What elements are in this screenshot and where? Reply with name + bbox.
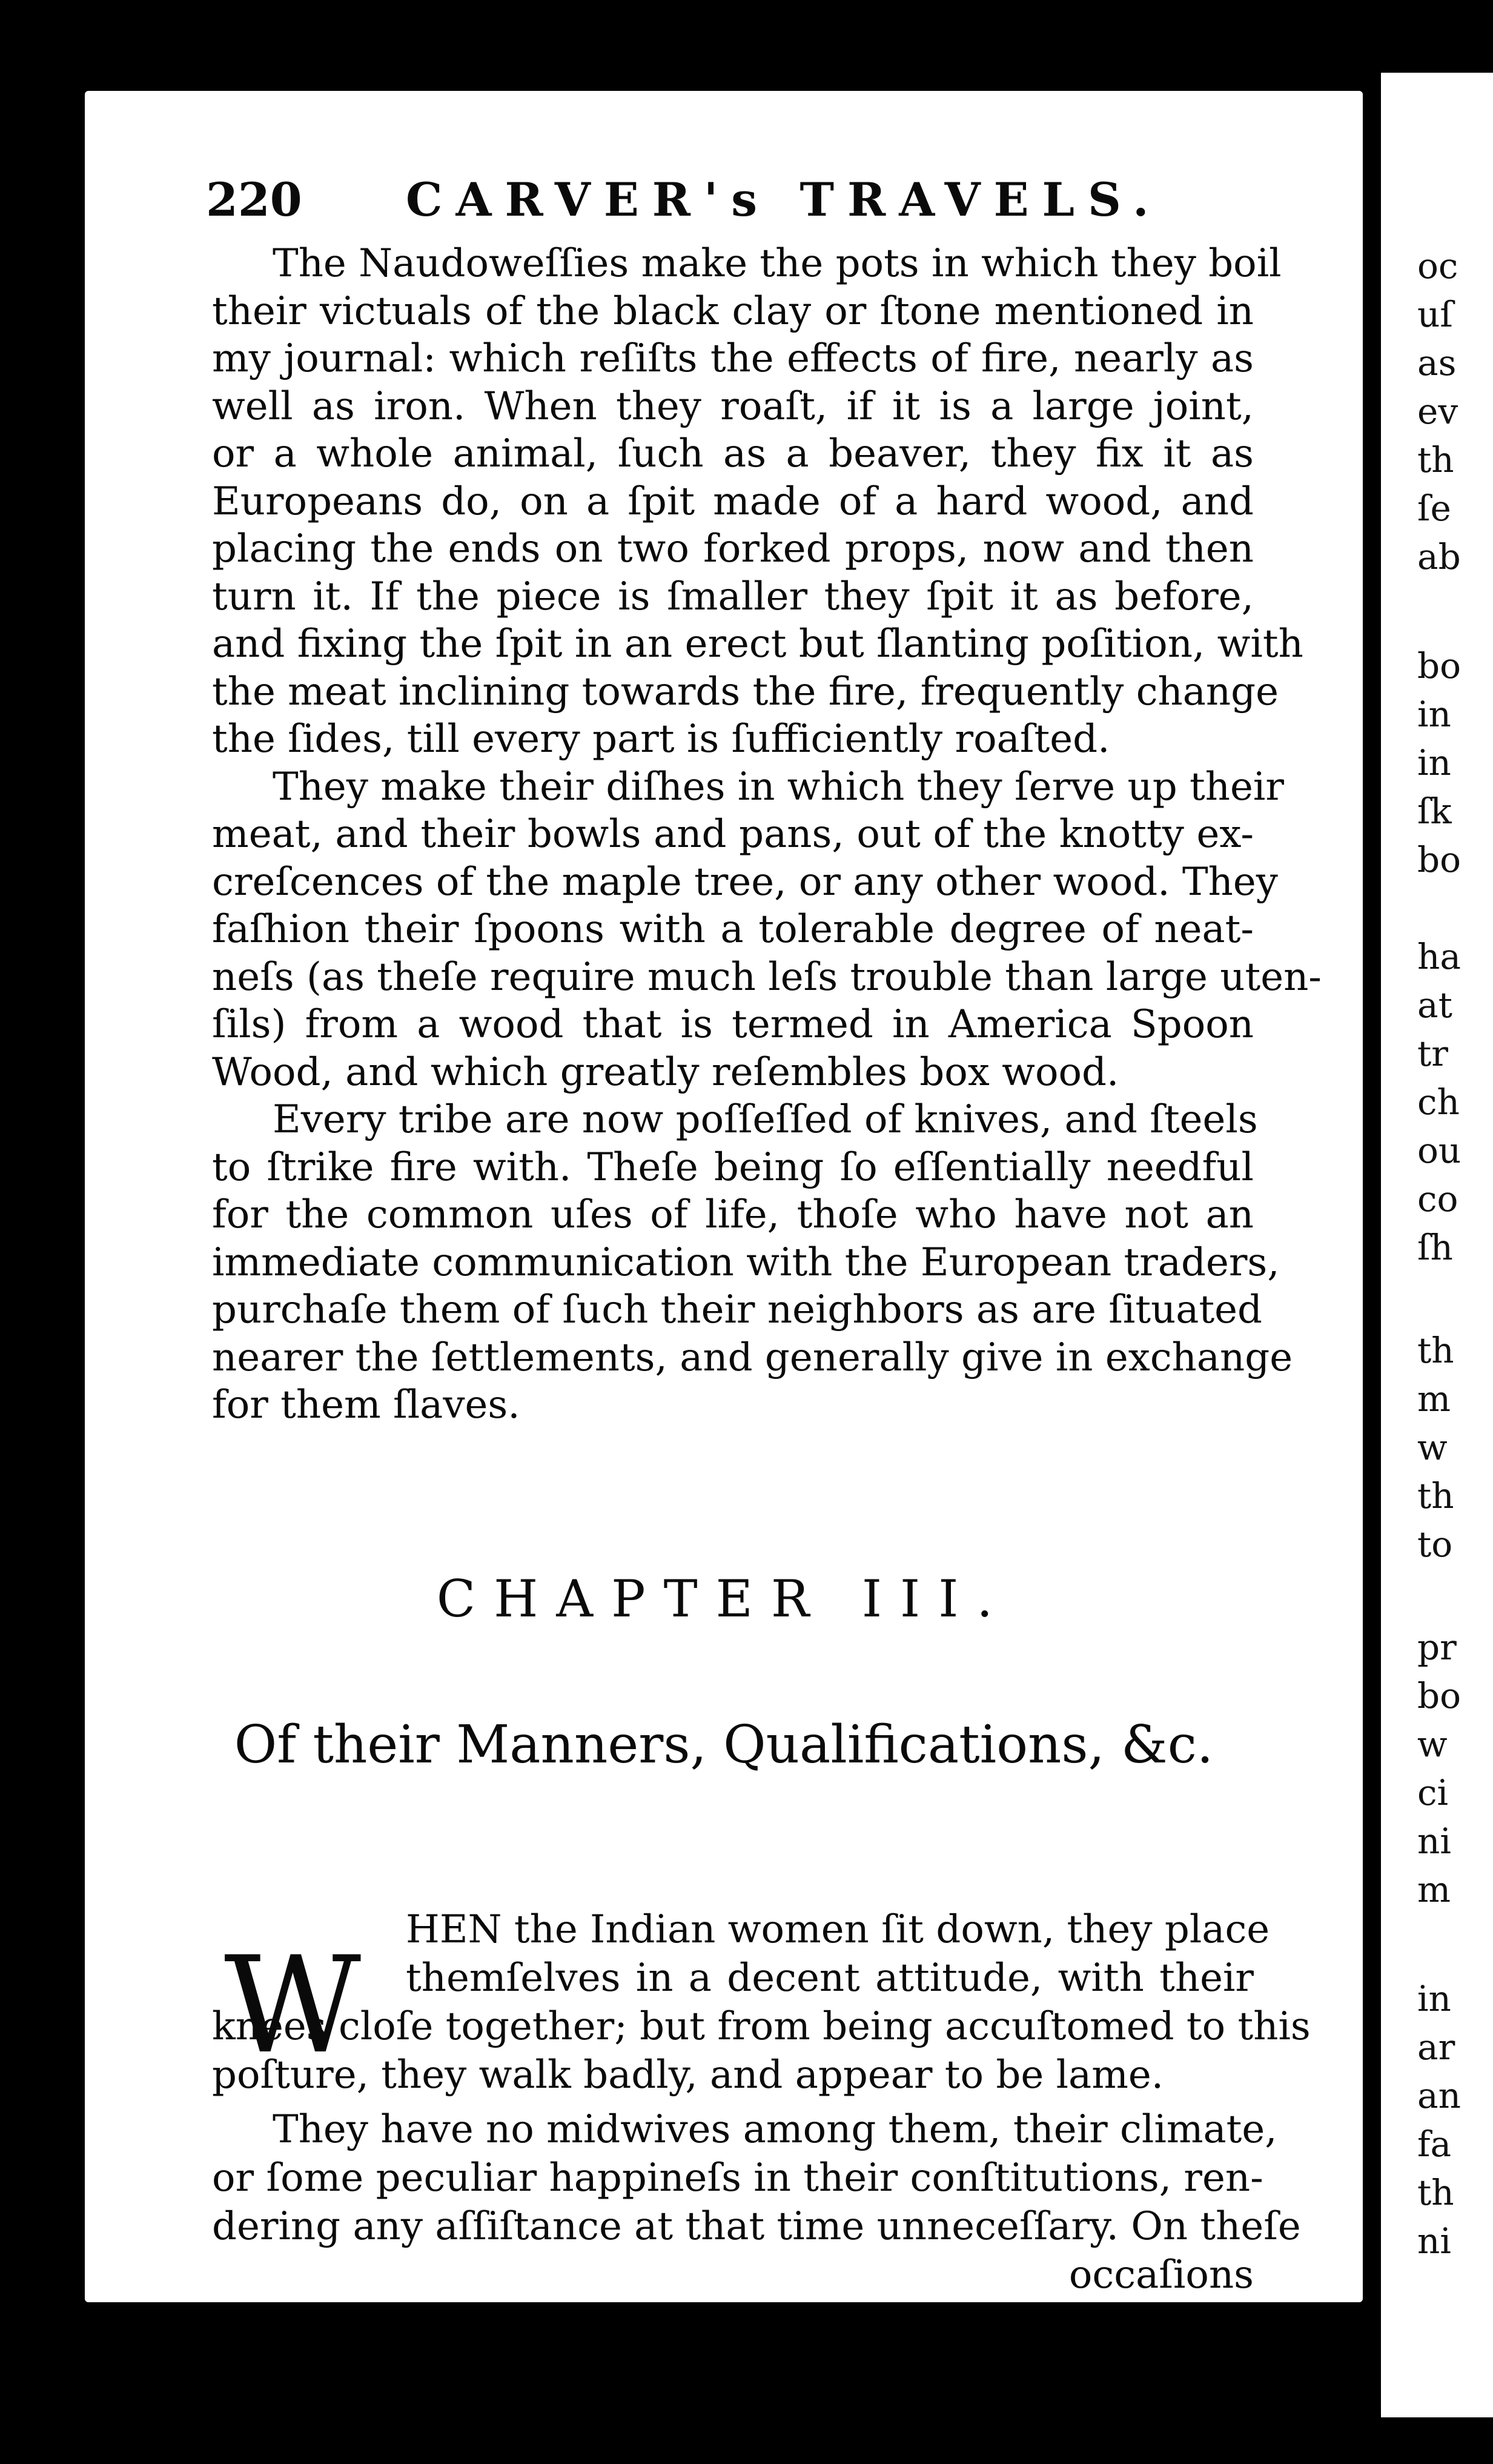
text-line: well as iron. When they roaſt, if it is a large joint,	[212, 384, 1254, 429]
text-line: They make their diſhes in which they ſerve up their	[273, 764, 1284, 809]
text-line: or ſome peculiar happineſs in their conſtitutions, ren-	[212, 2156, 1263, 2200]
text-line: my journal: which reſiſts the effects of fire, nearly as	[212, 336, 1254, 381]
text-line: Every tribe are now poſſeſſed of knives, and ſteels	[273, 1097, 1258, 1142]
facing-page-fragment: an	[1417, 2075, 1461, 2116]
facing-page-fragment: ou	[1417, 1130, 1462, 1171]
text-line: knees cloſe together; but from being accuſtomed to this	[212, 2004, 1311, 2049]
text-line: ſils) from a wood that is termed in America Spoon	[212, 1002, 1254, 1047]
facing-page-fragment: ev	[1417, 391, 1458, 432]
text-line: purchaſe them of ſuch their neighbors as are ſituated	[212, 1287, 1262, 1332]
text-line: faſhion their ſpoons with a tolerable degree of neat-	[212, 907, 1254, 952]
text-line: for the common uſes of life, thoſe who have not an	[212, 1192, 1254, 1237]
page-header	[206, 173, 1162, 227]
running-title: CARVER's TRAVELS.	[406, 173, 1162, 227]
facing-page-fragment: ci	[1417, 1772, 1449, 1813]
chapter-heading: CHAPTER III.	[436, 1569, 1011, 1629]
text-line: themſelves in a decent attitude, with their	[406, 1956, 1254, 2001]
facing-page-fragment: fa	[1417, 2124, 1452, 2165]
text-line: Wood, and which greatly reſembles box wood.	[212, 1049, 1119, 1095]
text-line: meat, and their bowls and pans, out of the knotty ex-	[212, 812, 1254, 857]
facing-page-fragment: th	[1417, 1475, 1454, 1516]
page-number: 220	[206, 173, 302, 227]
text-line: neſs (as theſe require much leſs trouble than large uten-	[212, 954, 1322, 1000]
facing-page-fragment: ch	[1417, 1081, 1460, 1123]
text-line: for them ſlaves.	[212, 1383, 520, 1427]
text-line: the meat inclining towards the fire, frequently change	[212, 669, 1279, 714]
facing-page-fragment: co	[1417, 1178, 1458, 1220]
facing-page-edge	[1381, 73, 1493, 2417]
text-line: creſcences of the maple tree, or any other wood. They	[212, 859, 1278, 905]
facing-page-fragment: in	[1417, 694, 1451, 735]
facing-page-fragment: ha	[1417, 936, 1461, 977]
text-line: Europeans do, on a ſpit made of a hard wood, and	[212, 479, 1254, 524]
text-line: HEN the Indian women ſit down, they place	[406, 1907, 1270, 1952]
text-line: or a whole animal, ſuch as a beaver, they fix it as	[212, 431, 1254, 476]
text-line: poſture, they walk badly, and appear to be lame.	[212, 2053, 1164, 2097]
facing-page-fragment: ſk	[1417, 791, 1452, 832]
facing-page-fragment: th	[1417, 439, 1454, 480]
text-line: The Naudoweſſies make the pots in which they boil	[273, 241, 1282, 286]
facing-page-fragment: m	[1417, 1378, 1451, 1420]
text-line: turn it. If the piece is ſmaller they ſpit it as before,	[212, 574, 1254, 619]
facing-page-fragment: in	[1417, 1978, 1451, 2019]
facing-page-fragment: ni	[1417, 2220, 1451, 2262]
facing-page-fragment: as	[1417, 342, 1457, 384]
text-line: their victuals of the black clay or ſtone mentioned in	[212, 288, 1254, 334]
facing-page-fragment: at	[1417, 985, 1452, 1026]
facing-page-fragment: ab	[1417, 536, 1461, 577]
facing-page-fragment: ni	[1417, 1821, 1451, 1862]
facing-page-fragment: to	[1417, 1524, 1453, 1565]
facing-page-fragment: m	[1417, 1869, 1451, 1910]
facing-page-fragment: bo	[1417, 1675, 1462, 1716]
facing-page-fragment: pr	[1417, 1627, 1457, 1668]
chapter-subtitle: Of their Manners, Qualifications, &c.	[234, 1715, 1214, 1775]
drop-cap: W	[224, 1928, 362, 2083]
facing-page-fragment: oc	[1417, 245, 1458, 287]
text-line: to ſtrike fire with. Theſe being ſo eſſentially needful	[212, 1144, 1254, 1190]
facing-page-fragment: uſ	[1417, 294, 1453, 335]
text-line: occaſions	[1068, 2253, 1254, 2297]
facing-page-fragment: w	[1417, 1427, 1448, 1468]
facing-page-fragment: ſe	[1417, 488, 1451, 529]
facing-page-fragment: in	[1417, 742, 1451, 783]
text-line: dering any aſſiſtance at that time unneceſſary. On theſe	[212, 2204, 1301, 2249]
facing-page-fragment: bo	[1417, 839, 1462, 880]
book-page	[85, 91, 1363, 2302]
facing-page-fragment: bo	[1417, 645, 1462, 686]
text-line: They have no midwives among them, their climate,	[273, 2107, 1277, 2152]
text-line: and fixing the ſpit in an erect but ſlanting poſition, with	[212, 622, 1303, 666]
text-line: the ſides, till every part is ſufficiently roaſted.	[212, 717, 1110, 762]
facing-page-fragment: ſh	[1417, 1227, 1453, 1268]
facing-page-fragment: w	[1417, 1724, 1448, 1765]
facing-page-fragment: th	[1417, 2172, 1454, 2213]
facing-page-fragment: tr	[1417, 1033, 1449, 1074]
facing-page-fragment: ar	[1417, 2027, 1455, 2068]
text-line: immediate communication with the European traders,	[212, 1240, 1280, 1285]
facing-page-fragment: th	[1417, 1330, 1454, 1371]
text-line: placing the ends on two forked props, now and then	[212, 526, 1254, 571]
text-line: nearer the ſettlements, and generally give in exchange	[212, 1335, 1293, 1380]
